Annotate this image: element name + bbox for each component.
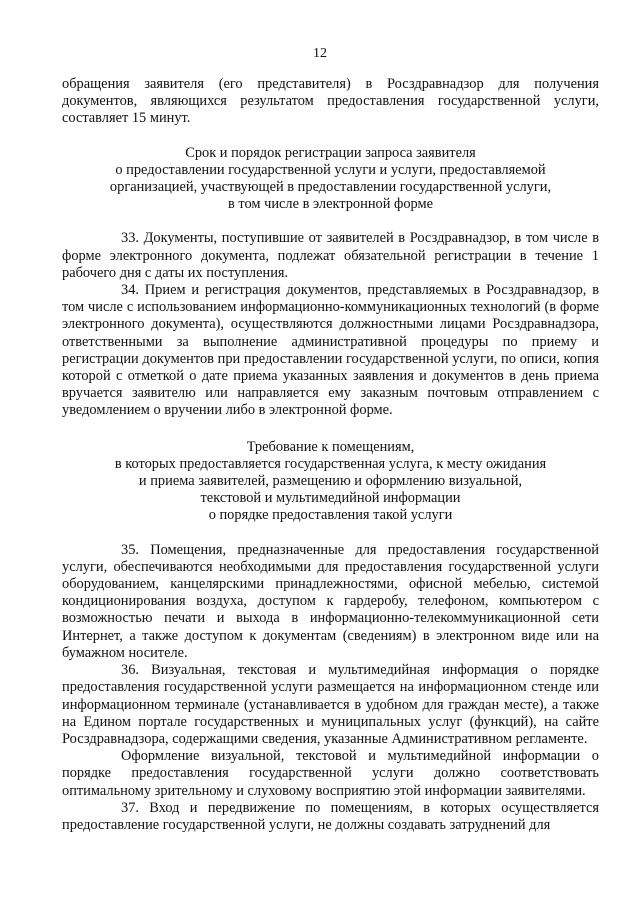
paragraph-36-continued: Оформление визуальной, текстовой и мультимедийной информации о порядке предоставления государственной услуги должно соответствовать оптимальному зрительному и слуховому восприятию этой информации заявителями. bbox=[62, 748, 599, 799]
page-content bbox=[62, 76, 599, 834]
heading-line: в том числе в электронной форме bbox=[227, 196, 434, 213]
paragraph-34: 34. Прием и регистрация документов, представляемых в Росздравнадзор, в том числе с использованием информационно-коммуникационных технологий (в форме электронного документа), осуществляются должностными лицами Росздравнадзора, ответственными за выполнение административной процедуры по приему и регистрации документов при предоставлении государственной услуги, по описи, копия которой с отметкой о дате приема указанных заявления и документов в день приема вручается заявителю или направляется ему заказным почтовым отправлением с уведомлением о вручении либо в электронной форме. bbox=[62, 282, 599, 419]
heading-line: и приема заявителей, размещению и оформлению визуальной, bbox=[138, 473, 523, 490]
paragraph-36: 36. Визуальная, текстовая и мультимедийная информация о порядке предоставления государственной услуги размещается на информационном стенде или информационном терминале (устанавливается в удобном для граждан месте), а также на Едином портале государственных и муниципальных услуг (функций), на сайте Росздравнадзора, содержащими сведения, указанные Административном регламенте. bbox=[62, 662, 599, 747]
heading-line: о порядке предоставления такой услуги bbox=[208, 507, 453, 524]
section-heading-premises bbox=[62, 439, 599, 525]
paragraph-intro-continuation: обращения заявителя (его представителя) в Росздравнадзор для получения документов, являющихся результатом предоставления государственной услуги, составляет 15 минут. bbox=[62, 76, 599, 127]
paragraph-33: 33. Документы, поступившие от заявителей в Росздравнадзор, в том числе в форме электронного документа, подлежат обязательной регистрации в течение 1 рабочего дня с даты их поступления. bbox=[62, 230, 599, 281]
heading-line: Срок и порядок регистрации запроса заявителя bbox=[185, 144, 476, 161]
paragraph-37: 37. Вход и передвижение по помещениям, в которых осуществляется предоставление государственной услуги, не должны создавать затруднений для bbox=[62, 799, 599, 833]
heading-line: текстовой и мультимедийной информации bbox=[200, 490, 461, 507]
page-number: 12 bbox=[313, 46, 327, 61]
heading-line: в которых предоставляется государственная услуга, к месту ожидания bbox=[114, 455, 547, 472]
heading-line: организацией, участвующей в предоставлении государственной услуги, bbox=[109, 179, 552, 196]
paragraph-35: 35. Помещения, предназначенные для предоставления государственной услуги, обеспечиваются необходимыми для предоставления государственной услуги оборудованием, канцелярскими принадлежностями, офисной мебелью, системой кондиционирования воздуха, доступом к гардеробу, телефоном, компьютером с возможностью печати и выхода в информационно-телекоммуникационной сети Интернет, а также доступом к документам (сведениям) в электронном виде или на бумажном носителе. bbox=[62, 541, 599, 661]
heading-line: Требование к помещениям, bbox=[246, 438, 415, 455]
heading-line: о предоставлении государственной услуги и услуги, предоставляемой bbox=[115, 161, 546, 178]
section-heading-registration bbox=[62, 145, 599, 214]
